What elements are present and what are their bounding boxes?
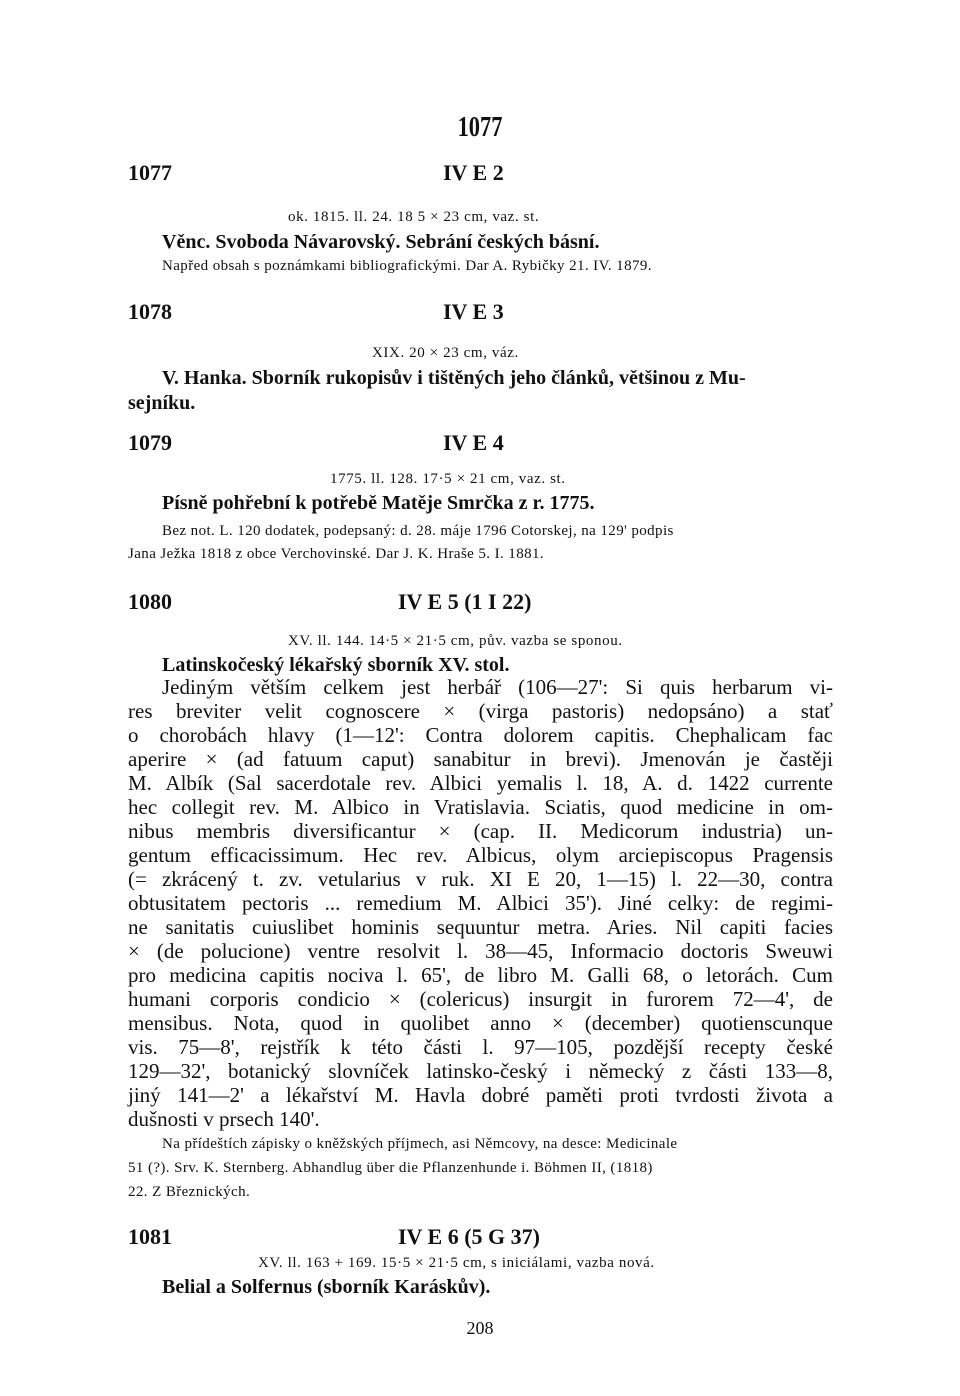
entry-note: Bez not. L. 120 dodatek, podepsaný: d. 28. máje 1796 Cotorskej, na 129' podpis [162,523,674,539]
entry-signature: IV E 2 [443,160,504,185]
entry-meta: ok. 1815. ll. 24. 18 5 × 23 cm, vaz. st. [288,209,540,225]
body-line: obtusitatem pectoris ... remedium M. Albici 35'). Jiné celky: de regimi- [128,891,833,915]
entry-note: Na přídeštích zápisky o kněžských příjmech, asi Němcovy, na desce: Medicinale [162,1136,678,1152]
body-line: × (de polucione) ventre resolvit l. 38—45, Informacio doctoris Sweuwi [128,939,833,963]
entry-title-line: sejníku. [128,392,196,414]
entry-title-line: V. Hanka. Sborník rukopisův i tištěných jeho článků, většinou z Mu- [162,367,746,389]
body-line: nibus membris diversificantur × (cap. II. Medicorum industria) un- [128,819,833,843]
entry-note: Napřed obsah s poznámkami bibliografickými. Dar A. Rybičky 21. IV. 1879. [162,258,652,274]
body-line: M. Albík (Sal sacerdotale rev. Albici yemalis l. 18, A. d. 1422 currente [128,771,833,795]
body-line: dušnosti v prsech 140'. [128,1107,320,1131]
body-line: hec collegit rev. M. Albico in Vratislavia. Sciatis, quod medicine in om- [128,795,833,819]
entry-signature: IV E 6 (5 G 37) [398,1224,540,1249]
entry-note: 51 (?). Srv. K. Sternberg. Abhandlug über die Pflanzenhunde i. Böhmen II, (1818) [128,1160,653,1176]
entry-number: 1080 [128,589,172,614]
entry-meta: 1775. ll. 128. 17·5 × 21 cm, vaz. st. [330,471,566,487]
entry-signature: IV E 4 [443,430,504,455]
entry-title: Belial a Solfernus (sborník Karáskův). [162,1276,491,1298]
entry-signature: IV E 5 (1 I 22) [398,589,532,614]
body-line: mensibus. Nota, quod in quolibet anno × (december) quotienscunque [128,1011,833,1035]
entry-note: 22. Z Březnických. [128,1184,251,1200]
body-line: jiný 141—2' a lékařství M. Havla dobré paměti proti tvrdosti života a [128,1083,833,1107]
entry-title: Latinskočeský lékařský sborník XV. stol. [162,654,510,676]
body-line: humani corporis condicio × (colericus) insurgit in furorem 72—4', de [128,987,833,1011]
body-line: pro medicina capitis nociva l. 65', de libro M. Galli 68, o letorách. Cum [128,963,833,987]
entry-title: Věnc. Svoboda Návarovský. Sebrání českých básní. [162,231,600,253]
entry-number: 1081 [128,1224,172,1249]
entry-number: 1077 [128,160,172,185]
body-line: ne sanitatis cuiuslibet hominis sequuntur metra. Aries. Nil capiti facies [128,915,833,939]
entry-title: Písně pohřební k potřebě Matěje Smrčka z r. 1775. [162,492,595,514]
body-line: o chorobách hlavy (1—12': Contra dolorem capitis. Chephalicam fac [128,723,833,747]
body-line: (= zkrácený t. zv. vetularius v ruk. XI E 20, 1—15) l. 22—30, contra [128,867,833,891]
body-line: vis. 75—8', rejstřík k této části l. 97—105, pozdější recepty české [128,1035,833,1059]
page-number: 208 [466,1318,494,1338]
entry-meta: XV. ll. 163 + 169. 15·5 × 21·5 cm, s iniciálami, vazba nová. [258,1255,655,1271]
running-head: 1077 [457,112,503,143]
entry-meta: XV. ll. 144. 14·5 × 21·5 cm, pův. vazba se sponou. [288,633,623,649]
entry-meta: XIX. 20 × 23 cm, váz. [372,345,519,361]
body-line: gentum efficacissimum. Hec rev. Albicus, olym arciepiscopus Pragensis [128,843,833,867]
entry-note: Jana Ježka 1818 z obce Verchovinské. Dar J. K. Hraše 5. I. 1881. [128,546,545,562]
entry-number: 1079 [128,430,172,455]
body-line: 129—32', botanický slovníček latinsko-český i německý z části 133—8, [128,1059,833,1083]
body-line: aperire × (ad fatuum caput) sanabitur in brevi). Jmenován je častěji [128,747,833,771]
entry-signature: IV E 3 [443,299,504,324]
entry-number: 1078 [128,299,172,324]
body-line: Jediným větším celkem jest herbář (106—27': Si quis herbarum vi- [162,675,833,699]
body-line: res breviter velit cognoscere × (virga pastoris) nedopsáno) a stať [128,699,833,723]
